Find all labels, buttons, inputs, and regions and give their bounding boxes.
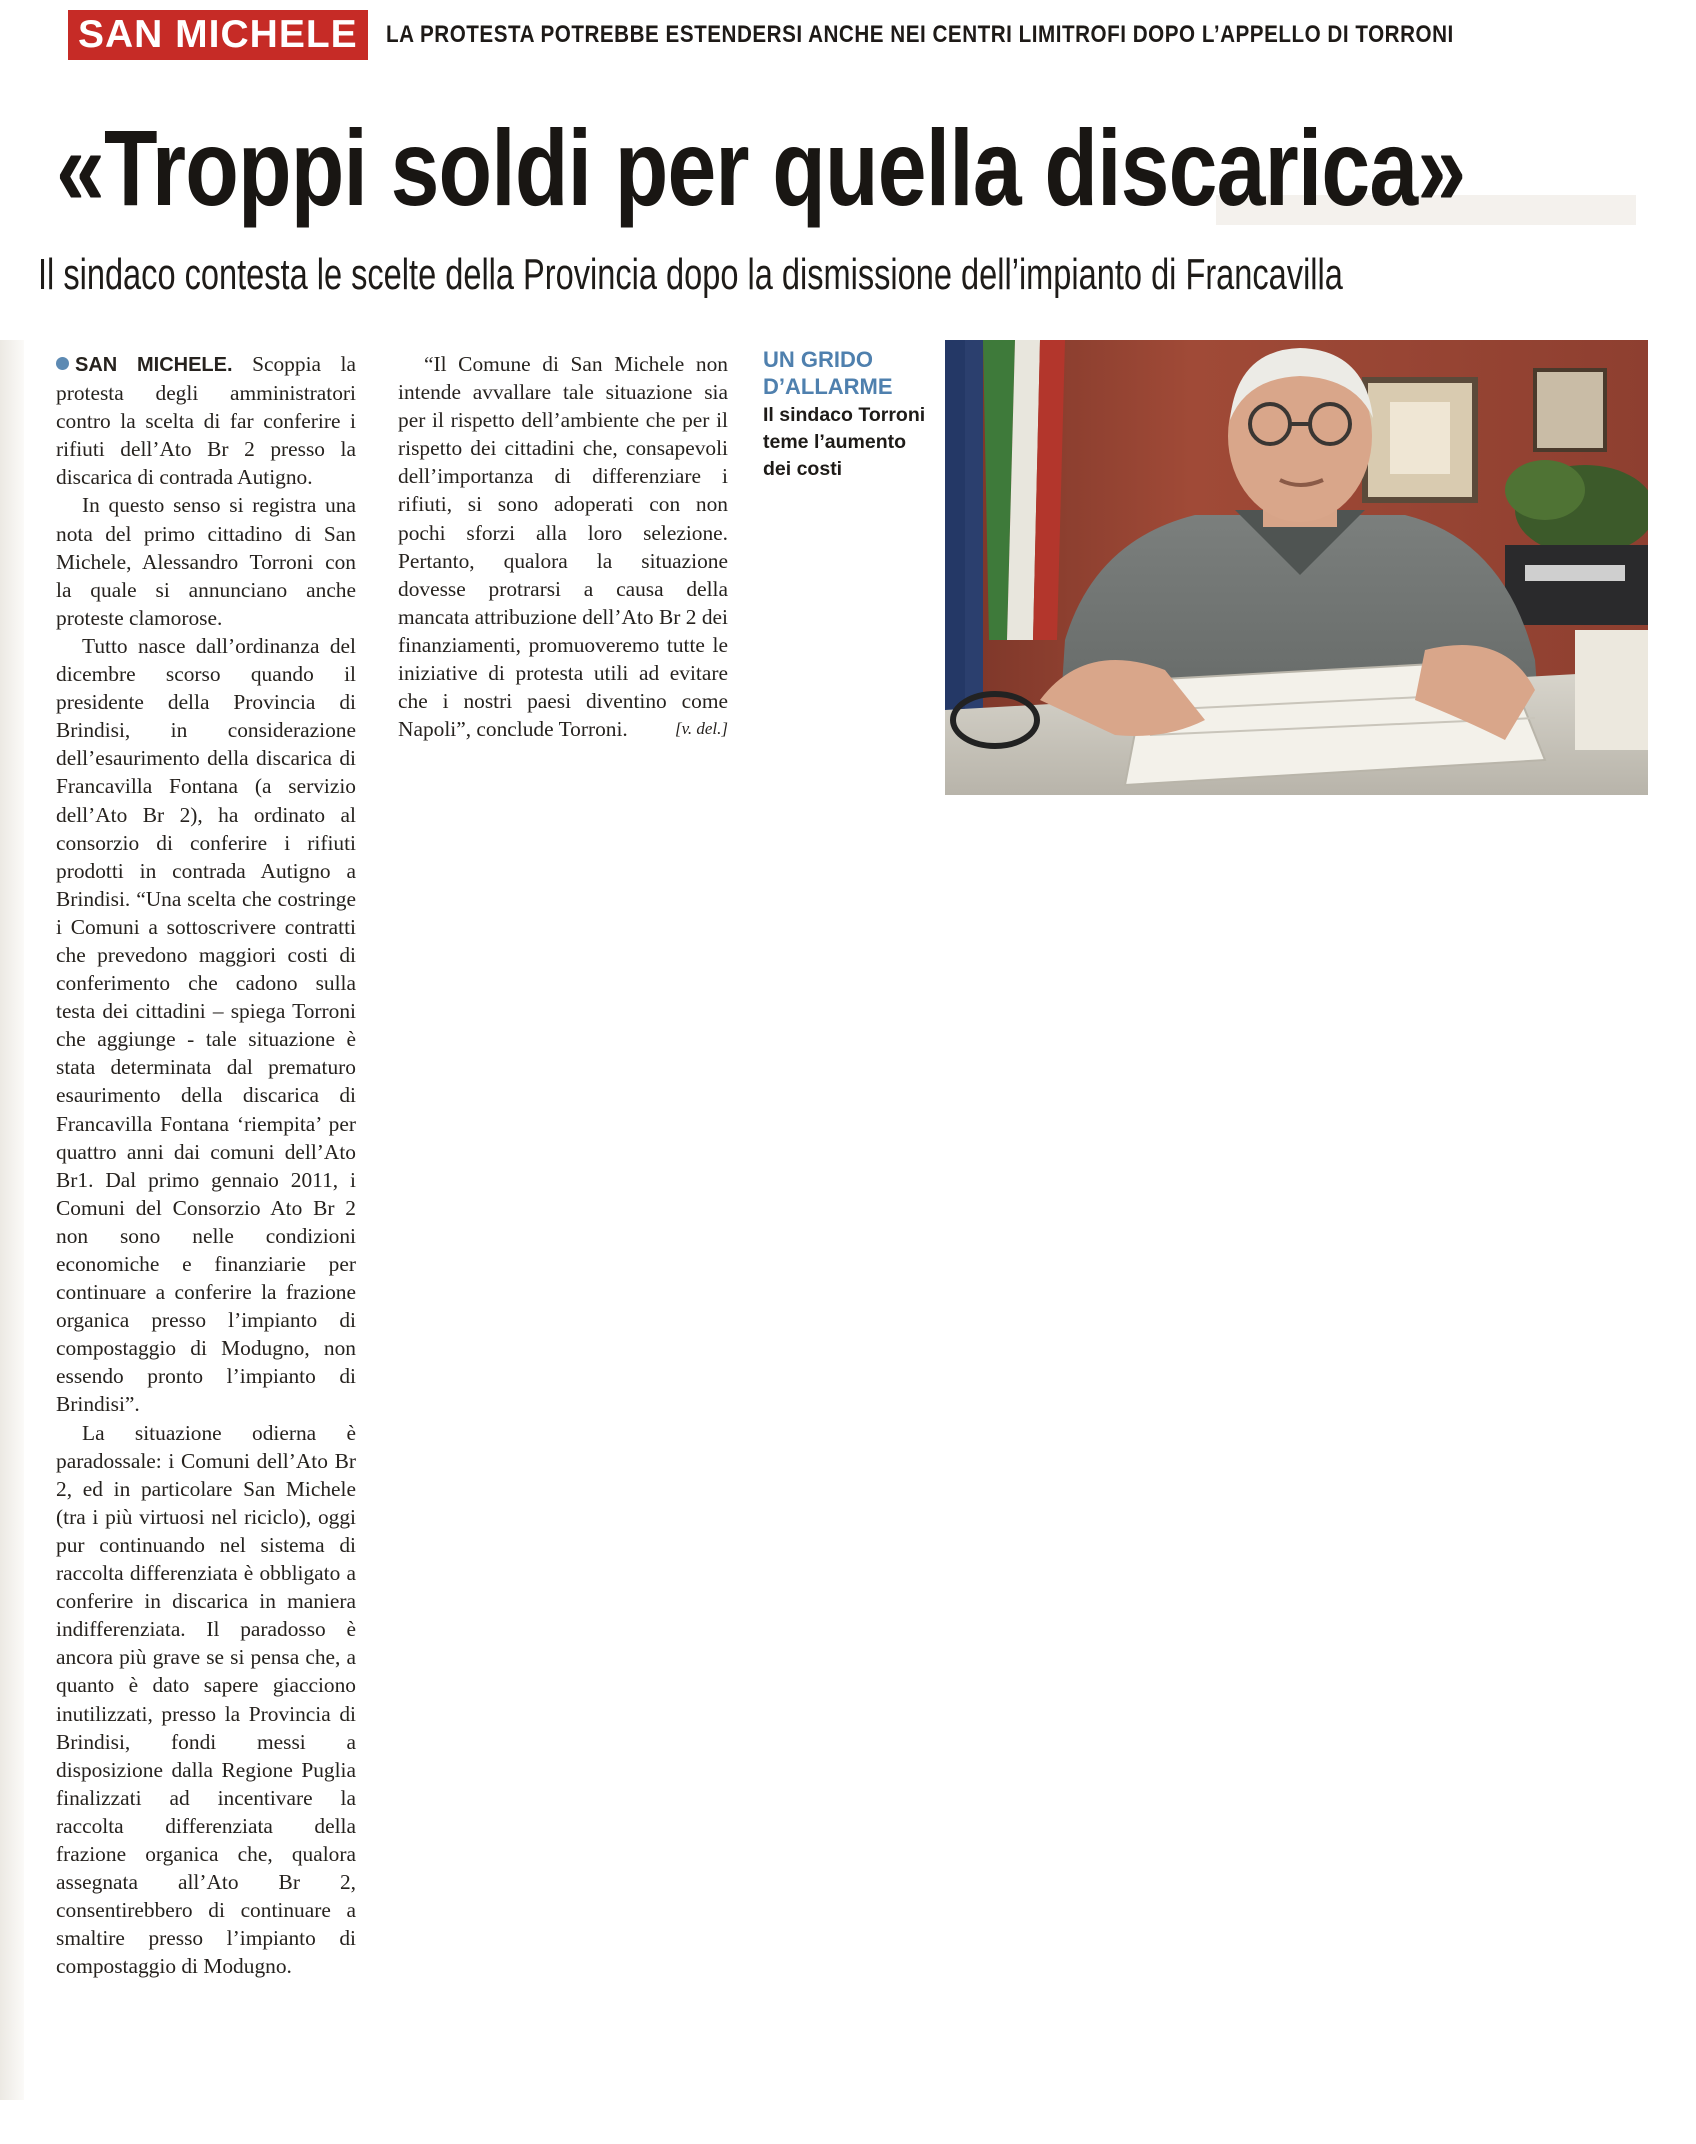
caption-title: UN GRIDO D’ALLARME — [763, 347, 893, 399]
photo-caption — [763, 346, 933, 483]
caption-text: Il sindaco Torroni teme l’aumento dei costi — [763, 404, 926, 480]
article-column-2 — [398, 350, 728, 743]
bullet-dot-icon — [56, 357, 69, 370]
paragraph: La situazione odierna è paradossale: i Comuni dell’Ato Br 2, ed in particolare San Michele (tra i più virtuosi nel riciclo), oggi pur continuando nel sistema di raccolta differenziata è obbligato a conferire in discarica in maniera indifferenziata. Il paradosso è ancora più grave se si pensa che, a quanto è dato sapere giacciono inutilizzati, presso la Provincia di Brindisi, fondi messi a disposizione dalla Regione Puglia finalizzati ad incentivare la raccolta differenziata della frazione organica che, qualora assegnata all’Ato Br 2, consentirebbero di continuare a smaltire presso l’impianto di compostaggio di Modugno. — [56, 1420, 356, 1979]
paragraph — [398, 350, 728, 743]
author-signature: [v. del.] — [674, 719, 728, 739]
page-edge-shadow — [0, 340, 24, 2100]
header-row — [68, 10, 1627, 60]
dateline: SAN MICHELE. — [75, 354, 233, 376]
paragraph: Tutto nasce dall’ordinanza del dicembre scorso quando il presidente della Provincia di Brindisi, in considerazione dell’esaurimento della discarica di Francavilla Fontana (a servizio dell’Ato Br 2), ha ordinato al consorzio di conferire i rifiuti prodotti in contrada Autigno a Brindisi. “Una scelta che costringe i Comuni a sottoscrivere contratti che prevedono maggiori costi di conferimento che cadono sulla testa dei cittadini – spiega Torroni che aggiunge - tale situazione è stata determinata dal prematuro esaurimento della discarica di Francavilla Fontana ‘riempita’ per quattro anni dai comuni dell’Ato Br1. Dal primo gennaio 2011, i Comuni del Consorzio Ato Br 2 non sono nelle condizioni economiche e finanziarie per continuare a conferire la frazione organica presso l’impianto di compostaggio di Modugno, non essendo pronto l’impianto di Brindisi”. — [56, 633, 356, 1417]
mayor-photo — [945, 340, 1648, 795]
section-badge: SAN MICHELE — [68, 10, 368, 60]
headline: «Troppi soldi per quella discarica» — [56, 107, 1466, 228]
kicker-text: LA PROTESTA POTREBBE ESTENDERSI ANCHE NEI CENTRI LIMITROFI DOPO L’APPELLO DI TORRONI — [385, 21, 1454, 48]
paragraph: In questo senso si registra una nota del primo cittadino di San Michele, Alessandro Torroni con la quale si annunciano anche proteste clamorose. — [56, 493, 356, 630]
paragraph — [56, 350, 356, 491]
article-column-1 — [56, 350, 356, 1980]
paragraph-text: “Il Comune di San Michele non intende avvallare tale situazione sia per il rispetto dell’ambiente che per il rispetto dei cittadini che, consapevoli dell’importanza di differenziare i rifiuti, si sono adoperati con non pochi sforzi alla loro selezione. Pertanto, qualora la situazione dovesse protrarsi a causa della mancata attribuzione dell’Ato Br 2 dei finanziamenti, promuoveremo tutte le iniziative di protesta utili ad evitare che i nostri paesi diventino come Napoli”, conclude Torroni. — [398, 352, 728, 742]
paragraph-text: Scoppia la protesta degli amministratori contro la scelta di far conferire i rifiuti dell’Ato Br 2 presso la discarica di contrada Autigno. — [56, 352, 356, 490]
subheadline: Il sindaco contesta le scelte della Provincia dopo la dismissione dell’impianto di Francavilla — [38, 250, 1343, 299]
mayor-photo-illustration — [945, 340, 1648, 795]
